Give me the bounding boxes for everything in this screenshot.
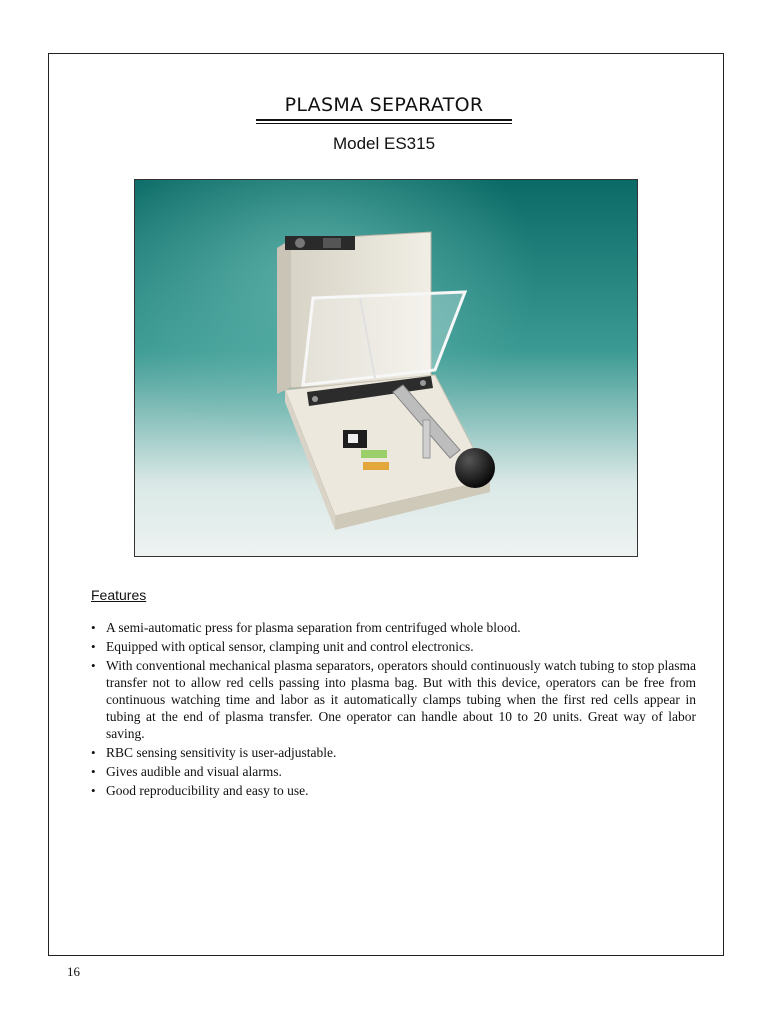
page-number: 16 (67, 964, 80, 979)
features-list (90, 619, 696, 801)
product-photo (134, 179, 638, 557)
feature-item: • A semi-automatic press for plasma separation from centrifuged whole blood. (90, 619, 696, 636)
feature-item: • Good reproducibility and easy to use. (90, 782, 696, 799)
feature-item: • Equipped with optical sensor, clamping unit and control electronics. (90, 638, 696, 655)
document-title: PLASMA SEPARATOR (284, 94, 484, 116)
feature-item: • With conventional mechanical plasma separators, operators should continuously watch tubing to stop plasma transfer not to allow red cells passing into plasma bag. But with this device, operators can be free from continuous watching time and labor as it automatically clamps tubing when the first red cells appear in tubing at the end of plasma transfer. One operator can handle about 10 to 20 units. Great way of labor saving. (90, 657, 696, 742)
model-subtitle: Model ES315 (332, 134, 436, 153)
title-underline-thin (256, 123, 512, 124)
feature-item: • RBC sensing sensitivity is user-adjustable. (90, 744, 696, 761)
title-underline-thick (256, 119, 512, 121)
feature-item: • Gives audible and visual alarms. (90, 763, 696, 780)
features-heading: Features (91, 587, 147, 603)
